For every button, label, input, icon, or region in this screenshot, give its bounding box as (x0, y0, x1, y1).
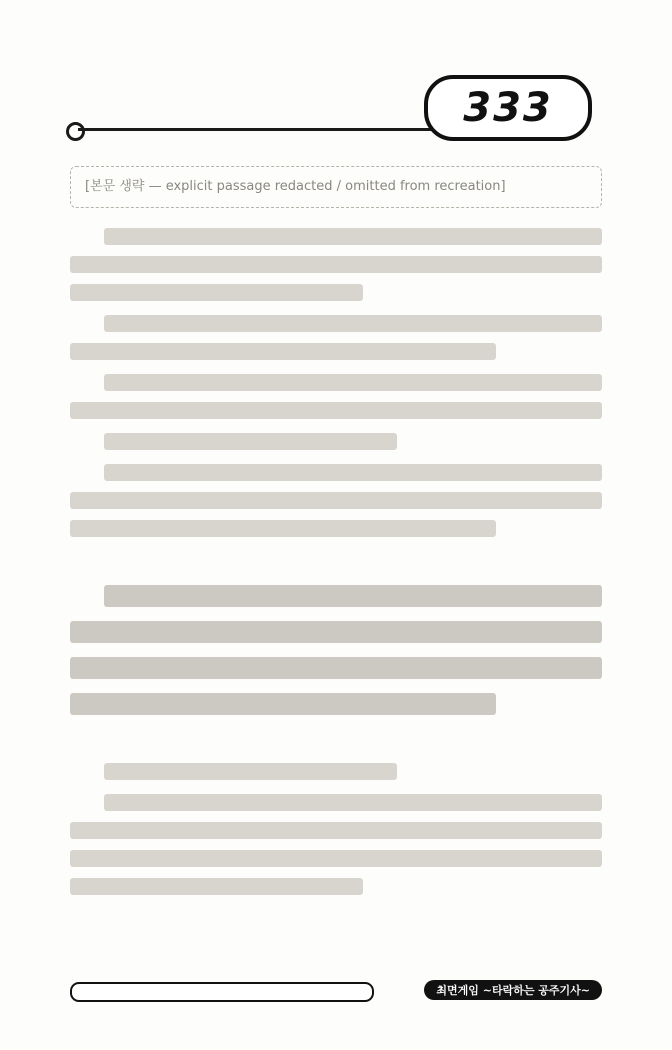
paragraph-block (70, 315, 602, 360)
redacted-text-line (70, 343, 496, 360)
redacted-text-line (70, 621, 602, 643)
redacted-text-line (70, 878, 363, 895)
footer-decoration-box (70, 982, 374, 1002)
redacted-text-line (70, 284, 363, 301)
header-rule (78, 128, 438, 131)
redacted-text-line (70, 402, 602, 419)
paragraph-block (70, 228, 602, 301)
book-title-badge: 최면게임 ~타락하는 공주기사~ (424, 980, 602, 1000)
redacted-text-line (104, 585, 602, 607)
redacted-text-line (70, 520, 496, 537)
redacted-text-line (104, 374, 602, 391)
paragraph-block (70, 763, 602, 780)
paragraph-block (70, 433, 602, 450)
redacted-text-line (104, 433, 397, 450)
redacted-text-line (70, 693, 496, 715)
header-rule-end-dot (66, 122, 85, 141)
page-footer (70, 980, 602, 1002)
redacted-text-line (104, 464, 602, 481)
page-number: 333 (463, 85, 553, 131)
redacted-text-line (70, 822, 602, 839)
redacted-text-line (104, 228, 602, 245)
redacted-text-line (70, 256, 602, 273)
page-body (70, 160, 602, 909)
page-number-capsule (424, 75, 592, 141)
dialogue-block (70, 585, 602, 715)
redacted-text-line (104, 794, 602, 811)
redacted-text-line (104, 763, 397, 780)
redacted-text-line (70, 657, 602, 679)
redacted-text-line (70, 850, 602, 867)
paragraph-block (70, 794, 602, 895)
paragraph-block (70, 374, 602, 419)
redacted-text-line (70, 492, 602, 509)
redaction-notice: [본문 생략 — explicit passage redacted / omitted from recreation] (70, 166, 602, 208)
paragraph-block (70, 464, 602, 537)
redacted-text-line (104, 315, 602, 332)
page-header (0, 75, 672, 135)
